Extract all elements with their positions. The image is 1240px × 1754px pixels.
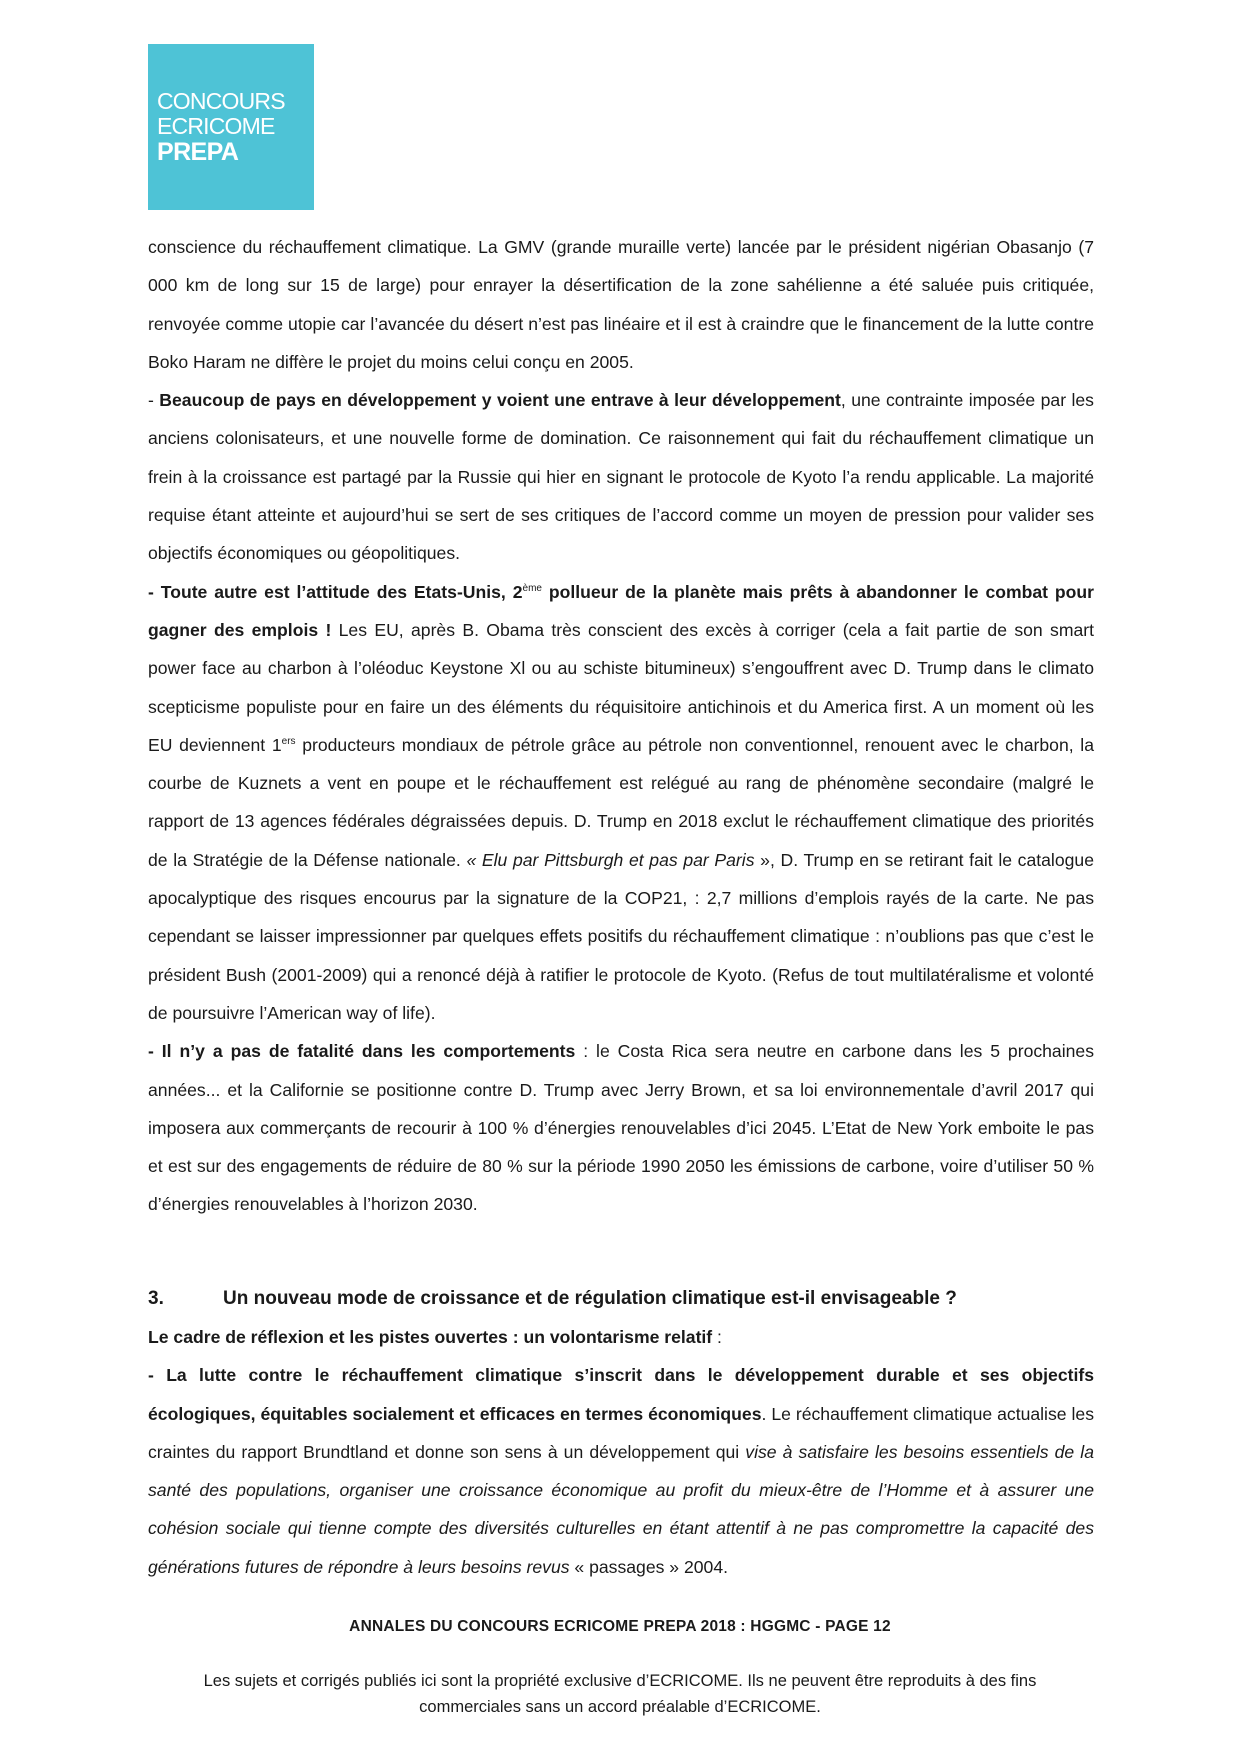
paragraph-text-part1: Les EU, après B. Obama très conscient des excès à corriger (cela a fait partie de son smart power face au charbon à l’oléoduc Keystone Xl ou au schiste bitumineux) s’engouffrent avec D. Trump dans le climato scepticisme populiste pour en faire un des éléments du réquisitoire antichinois et du America first. A un moment où les EU deviennent 1 bbox=[148, 619, 1095, 755]
bold-lead: Beaucoup de pays en développement y voient une entrave à leur développement bbox=[159, 390, 841, 411]
bold-lead: - Il n’y a pas de fatalité dans les comportements bbox=[148, 1041, 576, 1062]
paragraph-sustainable-development bbox=[148, 1356, 1094, 1586]
body-text bbox=[148, 228, 1094, 1224]
paragraph-text-part2: producteurs mondiaux de pétrole grâce au pétrole non conventionnel, renouent avec le charbon, la courbe de Kuznets a vent en poupe et le réchauffement est relégué au rang de phénomène secondaire (malgré le rapport de 13 agences fédérales dégraissées depuis. D. Trump en 2018 exclut le réchauffement climatique des priorités de la Stratégie de la Défense nationale. bbox=[148, 734, 1094, 870]
subheading-framework bbox=[148, 1318, 1094, 1356]
section-heading-3 bbox=[148, 1284, 1094, 1314]
superscript-eme: ème bbox=[522, 582, 542, 594]
paragraph-text: , une contrainte imposée par les anciens colonisateurs, et une nouvelle forme de domination. Ce raisonnement qui fait du réchauffement climatique un frein à la croissance est partagé par la Russie qui hier en signant le protocole de Kyoto l’a rendu applicable. La majorité requise étant atteinte et aujourd’hui se sert de ses critiques de l’accord comme un moyen de pression pour valider ses objectifs économiques ou géopolitiques. bbox=[148, 390, 1094, 564]
logo-line-concours: CONCOURS bbox=[157, 88, 285, 114]
paragraph-text: : le Costa Rica sera neutre en carbone dans les 5 prochaines années... et la Californie se positionne contre D. Trump avec Jerry Brown, et sa loi environnementale d’avril 2017 qui imposera aux commerçants de recourir à 100 % d’énergies renouvelables d’ici 2045. L’Etat de New York emboite le pas et est sur des engagements de réduire de 80 % sur la période 1990 2050 les émissions de carbone, voire d’utiliser 50 % d’énergies renouvelables à l’horizon 2030. bbox=[148, 1041, 1094, 1215]
paragraph-gmv bbox=[148, 228, 1094, 381]
page-footer-title: ANNALES DU CONCOURS ECRICOME PREPA 2018 : HGGMC - PAGE 12 bbox=[349, 1618, 891, 1635]
subheading-colon: : bbox=[712, 1327, 722, 1347]
bold-lead: - La lutte contre le réchauffement climatique s’inscrit dans le développement durable et ses objectifs écologiques, équitables socialement et efficaces en termes économiques bbox=[148, 1365, 1094, 1424]
logo-line-prepa: PREPA bbox=[157, 138, 239, 166]
section-3-body bbox=[148, 1318, 1094, 1586]
section-title-text: Un nouveau mode de croissance et de régulation climatique est-il envisageable ? bbox=[223, 1288, 957, 1309]
bold-lead-part1: - Toute autre est l’attitude des Etats-Unis, 2 bbox=[148, 581, 523, 602]
dash: - bbox=[148, 390, 160, 411]
logo-line-ecricome: ECRICOME bbox=[157, 113, 275, 139]
paragraph-developing-countries bbox=[148, 381, 1094, 572]
bold-lead-part2: pollueur de la planète mais prêts à abandonner le combat pour gagner des emplois ! bbox=[148, 581, 1095, 640]
paragraph-text-part1: . Le réchauffement climatique actualise les craintes du rapport Brundtland et donne son sens à un développement qui bbox=[148, 1403, 1094, 1462]
section-number: 3. bbox=[148, 1288, 164, 1309]
concours-ecricome-prepa-logo bbox=[148, 44, 314, 210]
paragraph-gmv-text: conscience du réchauffement climatique. La GMV (grande muraille verte) lancée par le président nigérian Obasanjo (7 000 km de long sur 15 de large) pour enrayer la désertification de la zone sahélienne a été saluée puis critiquée, renvoyée comme utopie car l’avancée du désert n’est pas linéaire et il est à craindre que le financement de la lutte contre Boko Haram ne diffère le projet du moins celui conçu en 2005. bbox=[148, 237, 1094, 372]
copyright-notice: Les sujets et corrigés publiés ici sont la propriété exclusive d’ECRICOME. Ils ne peuvent être reproduits à des fins commerciales sans un accord préalable d’ECRICOME. bbox=[203, 1672, 1037, 1716]
superscript-ers: ers bbox=[281, 735, 296, 747]
paragraph-text-part2: « passages » 2004. bbox=[569, 1556, 728, 1577]
paragraph-united-states bbox=[148, 573, 1094, 1033]
subheading-bold: Le cadre de réflexion et les pistes ouvertes : un volontarisme relatif bbox=[148, 1327, 713, 1347]
paragraph-text-part3: », D. Trump en se retirant fait le catalogue apocalyptique des risques encourus par la signature de la COP21, : 2,7 millions d’emplois rayés de la carte. Ne pas cependant se laisser impressionner par quelques effets positifs du réchauffement climatique : n’oublions pas que c’est le président Bush (2001-2009) qui a renoncé déjà à ratifier le protocole de Kyoto. (Refus de tout multilatéralisme et volonté de poursuivre l’American way of life). bbox=[148, 849, 1094, 1023]
italic-quote: « Elu par Pittsburgh et pas par Paris bbox=[466, 849, 755, 870]
italic-definition: vise à satisfaire les besoins essentiels de la santé des populations, organiser une croissance économique au profit du mieux-être de l’Homme et à assurer une cohésion sociale qui tienne compte des diversités culturelles en étant attentif à ne pas compromettre la capacité des générations futures de répondre à leurs besoins revus bbox=[148, 1441, 1094, 1577]
paragraph-no-fatality bbox=[148, 1032, 1094, 1223]
